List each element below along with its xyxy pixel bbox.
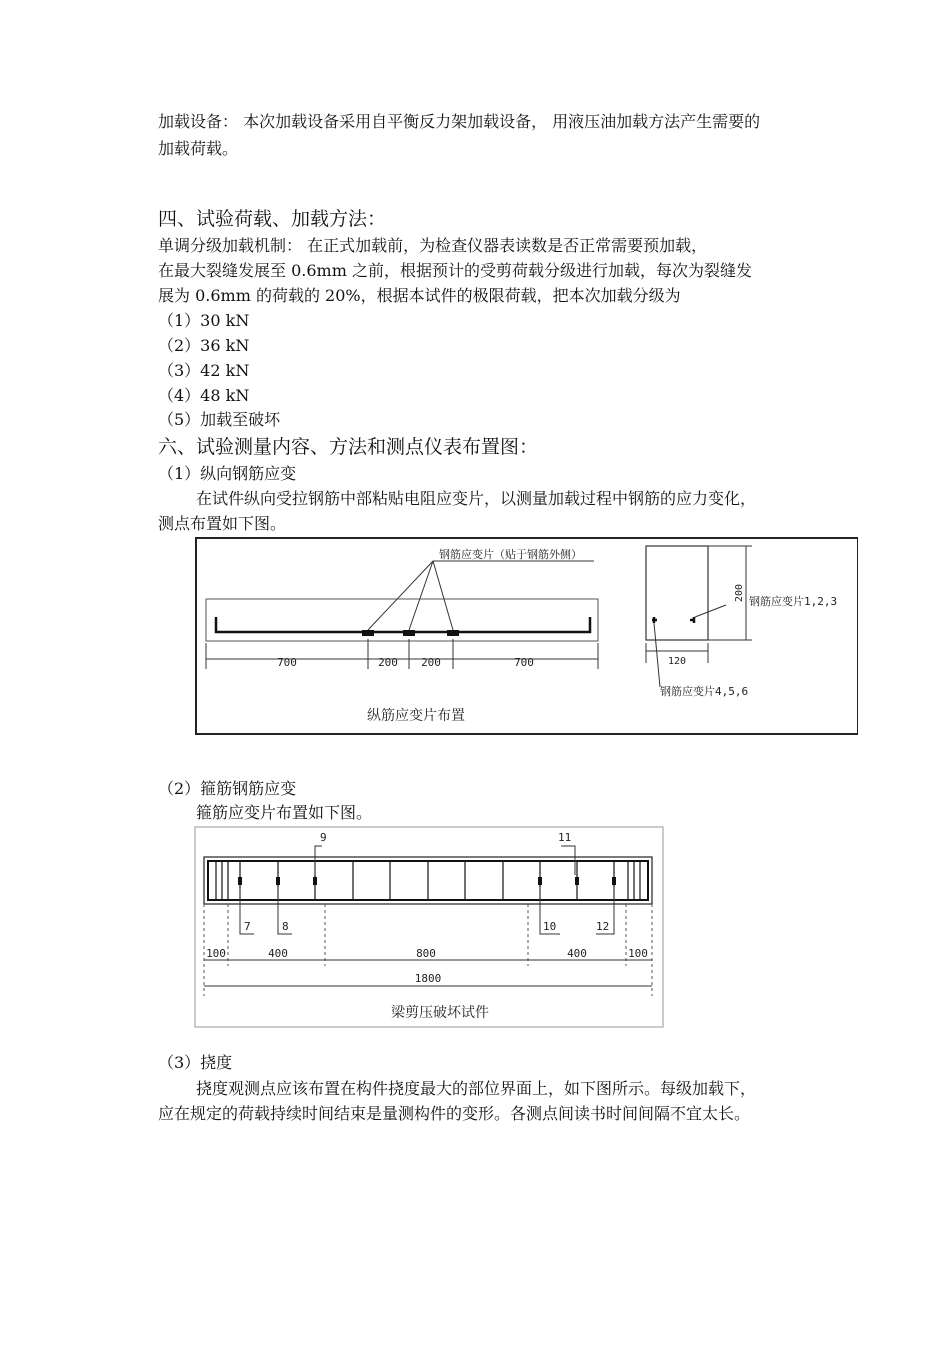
- dimension-label: 200: [421, 656, 441, 669]
- load-step: （4）48 kN: [158, 386, 250, 405]
- subsection-3-line-1: 挠度观测点应该布置在构件挠度最大的部位界面上，如下图所示。每级加载下，: [196, 1079, 757, 1098]
- section-height-label: 200: [734, 583, 745, 603]
- load-step: （1）30 kN: [158, 311, 250, 330]
- load-step: （5）加载至破坏: [158, 410, 281, 429]
- subsection-3-line-2: 应在规定的荷载持续时间结束是量测构件的变形。各测点间读书时间间隔不宜太长。: [158, 1104, 751, 1123]
- section-4-heading: 四、试验荷载、加载方法：: [158, 208, 387, 230]
- gauge-label: 9: [320, 831, 327, 844]
- load-step: （2）36 kN: [158, 336, 250, 355]
- gauge-label: 10: [543, 920, 557, 933]
- gauge-label-top: 钢筋应变片（贴于钢筋外侧）: [439, 548, 582, 561]
- gauge-label-bottom: 钢筋应变片4,5,6: [660, 685, 749, 698]
- strain-gauge: [403, 630, 415, 636]
- gauge-label: 11: [558, 831, 572, 844]
- subsection-1-line-2: 测点布置如下图。: [158, 514, 287, 533]
- stirrup-gauge-figure: [194, 826, 664, 1029]
- section-6-heading: 六、试验测量内容、方法和测点仪表布置图：: [158, 436, 539, 458]
- section-4-para-line-1: 单调分级加载机制： 在正式加载前，为检查仪器表读数是否正常需要预加载，: [158, 236, 708, 255]
- subsection-1-title: （1）纵向钢筋应变: [158, 464, 297, 483]
- figure-frame: [196, 538, 858, 734]
- subsection-1-line-1: 在试件纵向受拉钢筋中部粘贴电阻应变片，以测量加载过程中钢筋的应力变化，: [196, 489, 757, 508]
- strain-gauge: [362, 630, 374, 636]
- gauge-label: 8: [282, 920, 289, 933]
- dimension-label: 400: [567, 947, 587, 960]
- equipment-line-1: 加载设备： 本次加载设备采用自平衡反力架加载设备， 用液压油加载方法产生需要的: [158, 112, 761, 131]
- subsection-3-title: （3）挠度: [158, 1053, 233, 1072]
- dimension-label: 100: [628, 947, 648, 960]
- figure-1-caption: 纵筋应变片布置: [367, 708, 465, 724]
- equipment-line-2: 加载荷载。: [158, 139, 239, 158]
- section-4-para-line-3: 展为 0.6mm 的荷载的 20%，根据本试件的极限荷载，把本次加载分级为: [158, 286, 681, 305]
- section-4-para-line-2: 在最大裂缝发展至 0.6mm 之前，根据预计的受剪荷载分级进行加载，每次为裂缝发: [158, 261, 752, 280]
- gauge-label-right: 钢筋应变片1,2,3: [749, 595, 838, 608]
- dimension-label: 200: [378, 656, 398, 669]
- gauge-label: 7: [244, 920, 251, 933]
- figure-2-caption: 梁剪压破坏试件: [391, 1005, 489, 1021]
- dimension-label: 700: [277, 656, 297, 669]
- section-width-label: 120: [667, 656, 687, 667]
- dimension-label: 400: [268, 947, 288, 960]
- dimension-label: 700: [514, 656, 534, 669]
- subsection-2-title: （2）箍筋钢筋应变: [158, 779, 297, 798]
- load-step: （3）42 kN: [158, 361, 250, 380]
- strain-gauge: [447, 630, 459, 636]
- longitudinal-gauge-figure: [194, 535, 858, 736]
- gauge-label: 12: [596, 920, 610, 933]
- subsection-2-line: 箍筋应变片布置如下图。: [196, 803, 373, 822]
- overall-dimension-label: 1800: [414, 972, 442, 985]
- dimension-label: 100: [206, 947, 226, 960]
- dimension-label: 800: [416, 947, 436, 960]
